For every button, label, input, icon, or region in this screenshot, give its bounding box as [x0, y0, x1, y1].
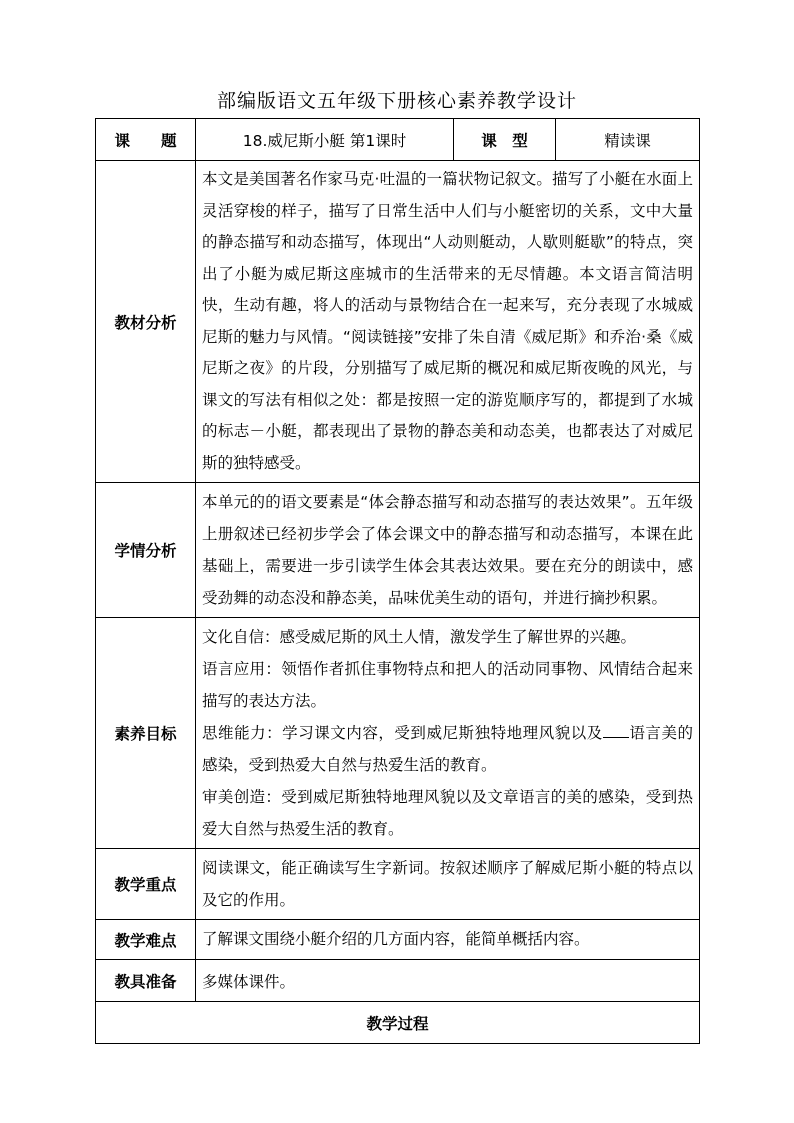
process-heading: 教学过程 — [96, 1002, 700, 1044]
fill-blank — [603, 719, 629, 738]
goal-aesthetic: 审美创造：受到威尼斯独特地理风貌以及文章语言的美的感染，受到热爱大自然与热爱生活的教育。 — [202, 788, 693, 838]
header-row — [96, 119, 700, 161]
goal-language: 语言应用：领悟作者抓住事物特点和把人的活动同事物、风情结合起来描写的表达方法。 — [202, 660, 693, 710]
topic-label: 课 题 — [96, 119, 196, 161]
page-title: 部编版语文五年级下册核心素养教学设计 — [216, 90, 577, 112]
key-points-row — [96, 849, 700, 920]
difficulties-row — [96, 920, 700, 960]
key-points-label: 教学重点 — [96, 849, 196, 920]
goal-thinking — [202, 717, 693, 781]
materials-label: 教具准备 — [96, 960, 196, 1002]
materials-row — [96, 960, 700, 1002]
topic-value: 18.威尼斯小艇 第1课时 — [196, 119, 454, 161]
process-row — [96, 1002, 700, 1044]
student-analysis-row — [96, 483, 700, 618]
textbook-analysis-row — [96, 161, 700, 483]
student-analysis-content: 本单元的的语文要素是“体会静态描写和动态描写的表达效果”。五年级上册叙述已经初步学会了体会课文中的静态描写和动态描写，本课在此基础上，需要进一步引读学生体会其表达效果。要在充分的朗读中，感受劲舞的动态没和静态美，品味优美生动的语句，并进行摘抄积累。 — [196, 483, 700, 618]
lesson-plan-table — [95, 118, 700, 1044]
textbook-analysis-content: 本文是美国著名作家马克·吐温的一篇状物记叙文。描写了小艇在水面上灵活穿梭的样子，描写了日常生活中人们与小艇密切的关系，文中大量的静态描写和动态描写，体现出“人动则艇动，人歇则艇歇”的特点，突出了小艇为威尼斯这座城市的生活带来的无尽情趣。本文语言简洁明快，生动有趣，将人的活动与景物结合在一起来写，充分表现了水城威尼斯的魅力与风情。“阅读链接”安排了朱自清《威尼斯》和乔治·桑《威尼斯之夜》的片段，分别描写了威尼斯的概况和威尼斯夜晚的风光，与课文的写法有相似之处：都是按照一定的游览顺序写的，都提到了水城的标志－小艇，都表现出了景物的静态美和动态美，也都表达了对威尼斯的独特感受。 — [196, 161, 700, 483]
materials-content: 多媒体课件。 — [196, 960, 700, 1002]
literacy-goals-row — [96, 618, 700, 849]
type-value: 精读课 — [556, 119, 700, 161]
key-points-content: 阅读课文，能正确读写生字新词。按叙述顺序了解威尼斯小艇的特点以及它的作用。 — [196, 849, 700, 920]
goal-culture: 文化自信：感受威尼斯的风土人情，激发学生了解世界的兴趣。 — [202, 628, 637, 646]
difficulties-content: 了解课文围绕小艇介绍的几方面内容，能简单概括内容。 — [196, 920, 700, 960]
textbook-analysis-label: 教材分析 — [96, 161, 196, 483]
type-label: 课 型 — [454, 119, 556, 161]
goal-thinking-part1: 思维能力：学习课文内容，受到威尼斯独特地理风貌以及 — [202, 724, 603, 742]
literacy-goals-label: 素养目标 — [96, 618, 196, 849]
literacy-goals-content — [196, 618, 700, 849]
student-analysis-label: 学情分析 — [96, 483, 196, 618]
difficulties-label: 教学难点 — [96, 920, 196, 960]
goal-thinking-part2: 语言美的感染，受到热爱大自然与热爱生活的教育。 — [202, 724, 693, 774]
